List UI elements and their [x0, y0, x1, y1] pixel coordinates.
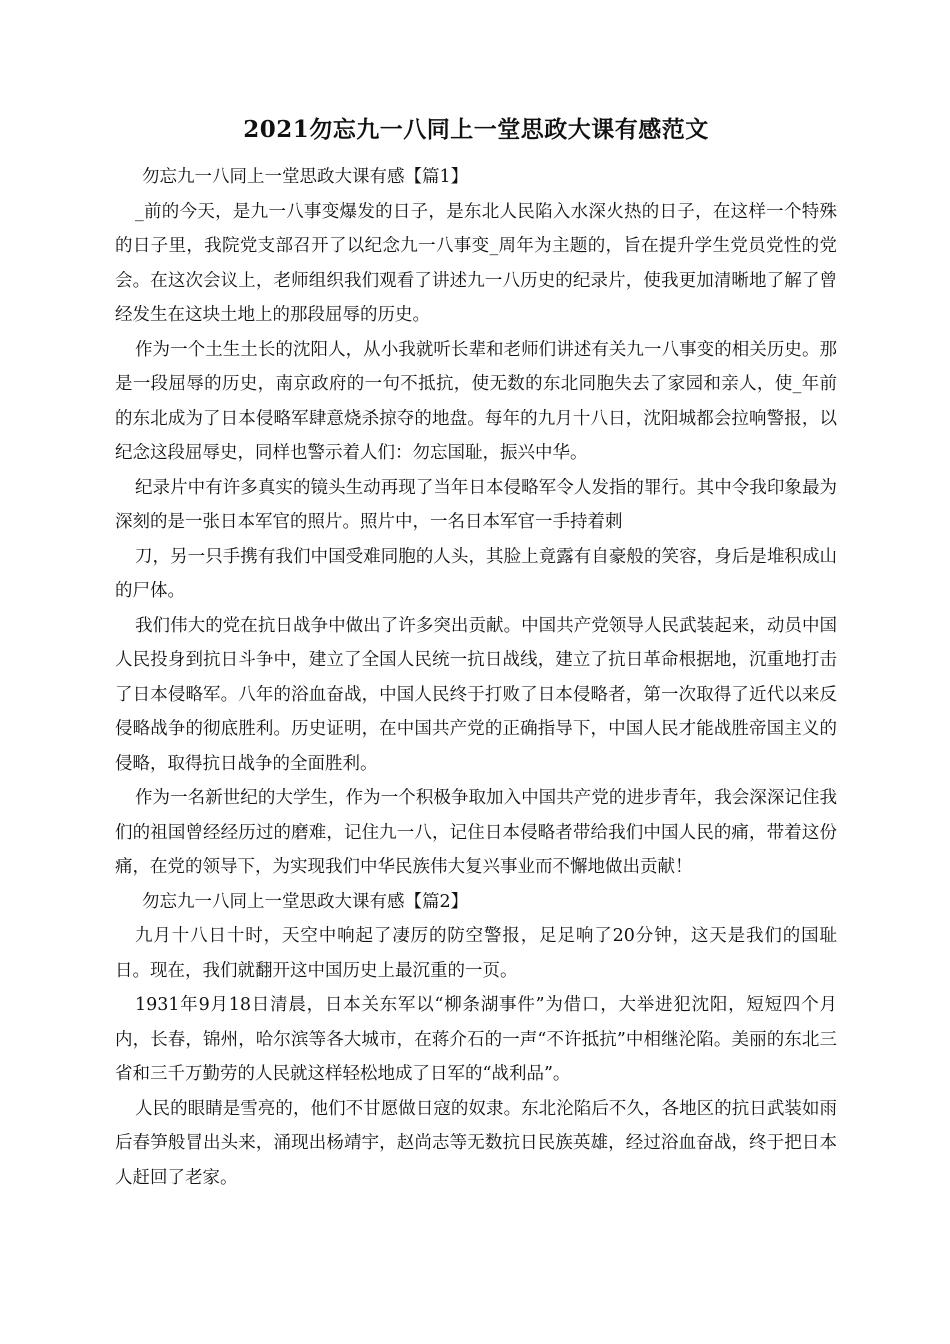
- body-paragraph: 作为一名新世纪的大学生，作为一个积极争取加入中国共产党的进步青年，我会深深记住我们的祖国曾经经历过的磨难，记住九一八，记住日本侵略者带给我们中国人民的痛，带着这份痛，在党的领导下，为实现我们中华民族伟大复兴事业而不懈地做出贡献！: [115, 788, 837, 877]
- section-heading: 勿忘九一八同上一堂思政大课有感【篇1】: [142, 167, 469, 187]
- body-paragraph: 1931年9月18日清晨，日本关东军以“柳条湖事件”为借口，大举进犯沈阳，短短四个月内，长春，锦州，哈尔滨等各大城市，在蒋介石的一声“不许抵抗”中相继沦陷。美丽的东北三省和三千万勤劳的人民就这样轻松地成了日军的“战利品”。: [115, 995, 837, 1084]
- body-paragraph: 九月十八日十时，天空中响起了凄厉的防空警报，足足响了20分钟，这天是我们的国耻日。现在，我们就翻开这中国历史上最沉重的一页。: [115, 926, 837, 981]
- section-heading: 勿忘九一八同上一堂思政大课有感【篇2】: [142, 891, 469, 912]
- document-title: 2021勿忘九一八同上一堂思政大课有感范文: [243, 116, 709, 143]
- essay-section-1: [115, 160, 837, 885]
- body-paragraph: 纪录片中有许多真实的镜头生动再现了当年日本侵略军令人发指的罪行。其中令我印象最为深刻的是一张日本军官的照片。照片中，一名日本军官一手持着刺: [115, 477, 837, 532]
- body-paragraph: _前的今天，是九一八事变爆发的日子，是东北人民陷入水深火热的日子，在这样一个特殊的日子里，我院党支部召开了以纪念九一八事变_周年为主题的，旨在提升学生党员党性的党会。在这次会议上，老师组织我们观看了讲述九一八历史的纪录片，使我更加清晰地了解了曾经发生在这块土地上的那段屈辱的历史。: [115, 201, 837, 325]
- essay-section-2: [115, 885, 837, 1196]
- body-paragraph: 人民的眼睛是雪亮的，他们不甘愿做日寇的奴隶。东北沦陷后不久，各地区的抗日武装如雨后春笋般冒出头来，涌现出杨靖宇，赵尚志等无数抗日民族英雄，经过浴血奋战，终于把日本人赶回了老家。: [115, 1098, 837, 1188]
- body-paragraph: 刀，另一只手携有我们中国受难同胞的人头，其脸上竟露有自豪般的笑容，身后是堆积成山的尸体。: [115, 546, 837, 601]
- document-page: [115, 110, 837, 1195]
- body-paragraph: 作为一个土生土长的沈阳人，从小我就听长辈和老师们讲述有关九一八事变的相关历史。那是一段屈辱的历史，南京政府的一句不抵抗，使无数的东北同胞失去了家园和亲人，使_年前的东北成为了日本侵略军肆意烧杀掠夺的地盘。每年的九月十八日，沈阳城都会拉响警报，以纪念这段屈辱史，同样也警示着人们：勿忘国耻，振兴中华。: [115, 339, 837, 463]
- body-paragraph: 我们伟大的党在抗日战争中做出了许多突出贡献。中国共产党领导人民武装起来，动员中国人民投身到抗日斗争中，建立了全国人民统一抗日战线，建立了抗日革命根据地，沉重地打击了日本侵略军。八年的浴血奋战，中国人民终于打败了日本侵略者，第一次取得了近代以来反侵略战争的彻底胜利。历史证明，在中国共产党的正确指导下，中国人民才能战胜帝国主义的侵略，取得抗日战争的全面胜利。: [115, 615, 837, 774]
